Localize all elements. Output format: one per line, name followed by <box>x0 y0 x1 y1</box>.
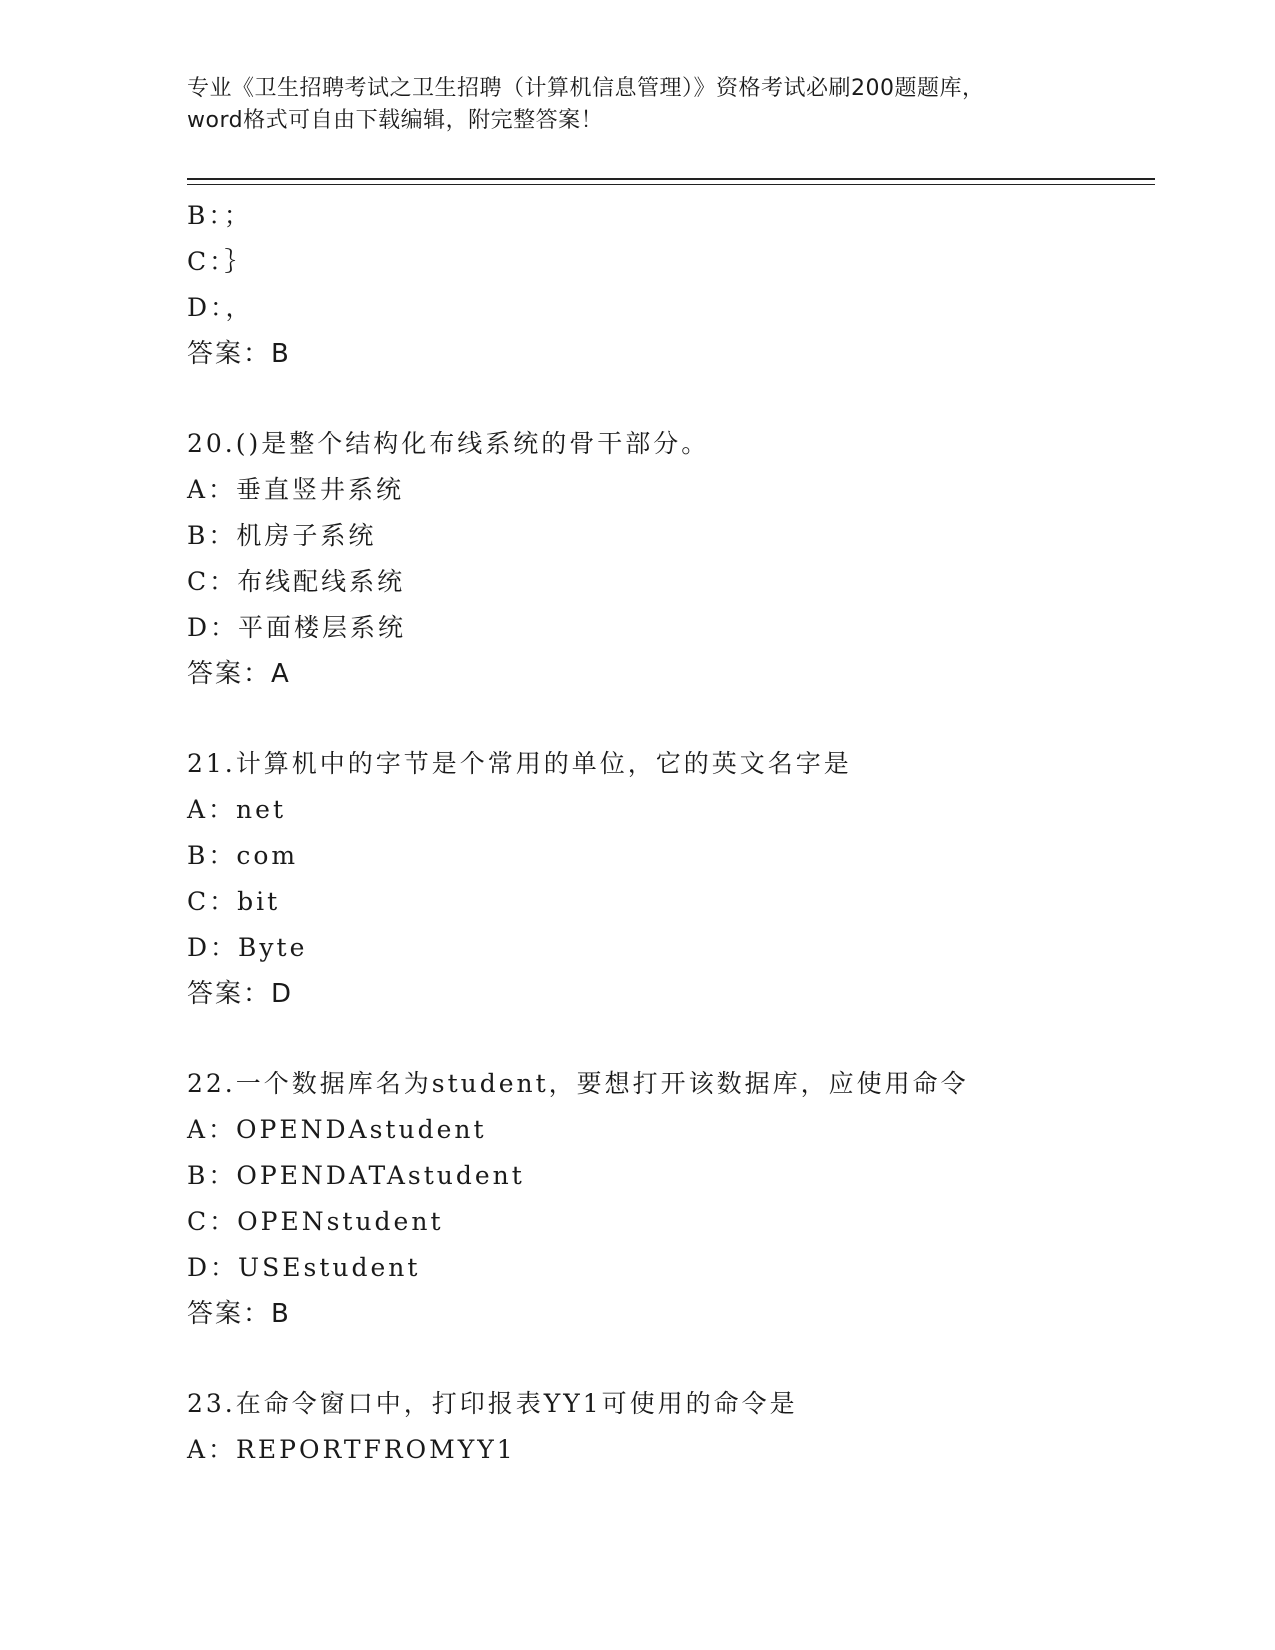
option-a: A：OPENDAstudent <box>187 1115 487 1144</box>
question-19-continuation <box>187 193 1155 377</box>
question-stem: 20.()是整个结构化布线系统的骨干部分。 <box>187 429 710 458</box>
option-c: C：bit <box>187 887 281 916</box>
option-a: A：net <box>187 795 286 824</box>
header-divider-thin <box>187 184 1155 185</box>
option-b: B：OPENDATAstudent <box>187 1161 525 1190</box>
option-b: B：机房子系统 <box>187 521 377 550</box>
option-c: C：布线配线系统 <box>187 567 406 596</box>
answer-line: 答案：D <box>187 979 294 1009</box>
option-c: C：OPENstudent <box>187 1207 444 1236</box>
option-c: C：｝ <box>187 247 253 276</box>
header-title-line-1: 专业《卫生招聘考试之卫生招聘（计算机信息管理）》资格考试必刷200题题库， <box>187 76 985 101</box>
option-a: A：垂直竖井系统 <box>187 475 405 504</box>
answer-line: 答案：A <box>187 659 291 689</box>
answer-line: 答案：B <box>187 339 291 369</box>
question-20 <box>187 421 1155 697</box>
option-d: D：USEstudent <box>187 1253 421 1282</box>
question-23 <box>187 1381 1155 1473</box>
document-header <box>187 73 1087 137</box>
option-d: D：平面楼层系统 <box>187 613 407 642</box>
question-22 <box>187 1061 1155 1337</box>
header-title-line-2: word格式可自由下载编辑，附完整答案！ <box>187 108 604 133</box>
question-list <box>187 193 1155 1473</box>
option-b: B：com <box>187 841 299 870</box>
question-21 <box>187 741 1155 1017</box>
question-stem: 22.一个数据库名为student，要想打开该数据库，应使用命令 <box>187 1069 969 1098</box>
question-stem: 23.在命令窗口中，打印报表YY1可使用的命令是 <box>187 1389 798 1418</box>
option-d: D：Byte <box>187 933 308 962</box>
option-a: A：REPORTFROMYY1 <box>187 1435 516 1464</box>
answer-line: 答案：B <box>187 1299 291 1329</box>
option-b: B：； <box>187 201 252 230</box>
option-d: D：， <box>187 293 254 322</box>
question-stem: 21.计算机中的字节是个常用的单位，它的英文名字是 <box>187 749 852 778</box>
header-divider-thick <box>187 178 1155 180</box>
